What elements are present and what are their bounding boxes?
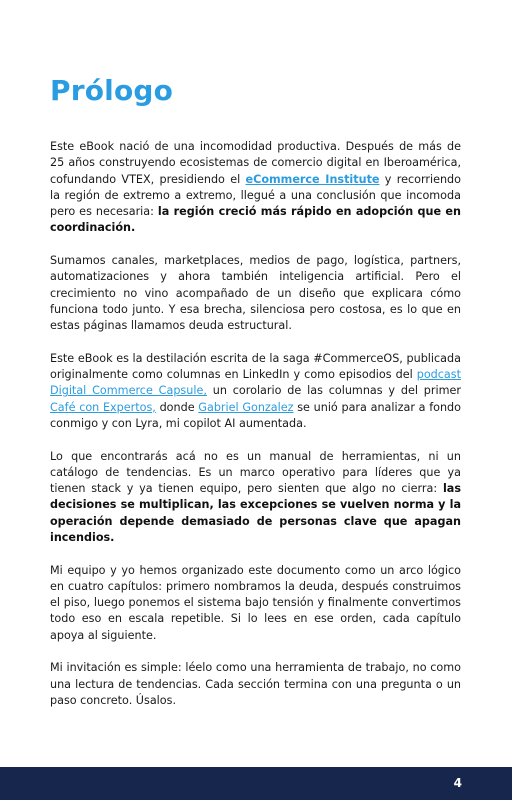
paragraph-6: Mi invitación es simple: léelo como una herramienta de trabajo, no como una lectura de tendencias. Cada sección termina con una pregunta o un paso concreto. Úsalos. bbox=[50, 661, 461, 707]
page-number: 4 bbox=[453, 776, 462, 790]
paragraph-4-text: Lo que encontrarás acá no es un manual de herramientas, ni un catálogo de tendencias. Es un marco operativo para líderes que ya tienen stack y ya tienen equipo, pero sienten que algo no cierra: bbox=[50, 449, 461, 495]
podcast-link[interactable]: podcast Digital Commerce Capsule, bbox=[50, 368, 461, 398]
paragraph-4 bbox=[50, 449, 461, 547]
paragraph-5: Mi equipo y yo hemos organizado este documento como un arco lógico en cuatro capítulos: primero nombramos la deuda, después construimos el piso, luego ponemos el sistema bajo tensión y finalmente convertimos todo eso en escala repetible. Si lo lees en ese orden, cada capítulo apoya al siguiente. bbox=[50, 563, 461, 642]
page-title: Prólogo bbox=[50, 74, 174, 107]
paragraph-3-text-c: donde bbox=[155, 400, 199, 414]
paragraph-1 bbox=[50, 139, 461, 237]
prologue-body bbox=[50, 139, 461, 726]
paragraph-4-emphasis: las decisiones se multiplican, las excepciones se vuelven norma y la operación depende demasiado de personas clave que apagan incendios. bbox=[50, 482, 461, 544]
paragraph-1-text-b: y recorriendo la región de extremo a extremo, llegué a una conclusión que incomoda pero es necesaria: bbox=[50, 172, 461, 218]
paragraph-3-text-d: se unió para analizar a fondo conmigo y con Lyra, mi copilot AI aumentada. bbox=[50, 400, 462, 430]
paragraph-3-text-a: Este eBook es la destilación escrita de la saga #CommerceOS, publicada originalmente como columnas en LinkedIn y como episodios del bbox=[50, 351, 461, 381]
paragraph-3-text-b: un corolario de las columnas y del primer bbox=[206, 384, 461, 398]
page-footer bbox=[0, 767, 512, 800]
paragraph-2: Sumamos canales, marketplaces, medios de pago, logística, partners, automatizaciones y ahora también inteligencia artificial. Pero el crecimiento no vino acompañado de un diseño que explicara cómo funciona todo junto. Y esa brecha, silenciosa pero costosa, es lo que en estas páginas llamamos deuda estructural. bbox=[50, 254, 461, 332]
paragraph-1-emphasis: la región creció más rápido en adopción que en coordinación. bbox=[50, 205, 461, 235]
paragraph-1-text-a: Este eBook nació de una incomodidad productiva. Después de más de 25 años construyendo ecosistemas de comercio digital en Iberoamérica, cofundando VTEX, presidiendo el bbox=[50, 140, 461, 186]
gabriel-gonzalez-link[interactable]: Gabriel Gonzalez bbox=[198, 400, 294, 414]
paragraph-3 bbox=[50, 351, 461, 432]
ecommerce-institute-link[interactable]: eCommerce Institute bbox=[245, 172, 380, 186]
cafe-con-expertos-link[interactable]: Café con Expertos, bbox=[50, 400, 156, 414]
